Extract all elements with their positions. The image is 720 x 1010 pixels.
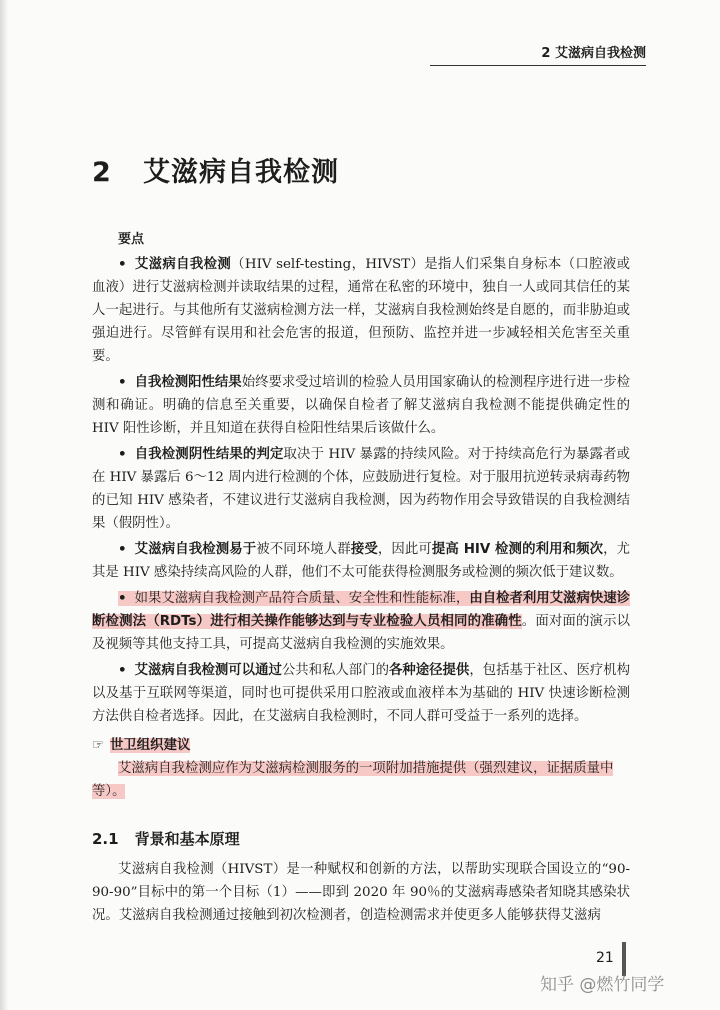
bullet-text: ，包括基于社区、医疗机构以及基于互联网等渠道，同时也可提供采用口腔液或血液样本为基础的 HIV 快速诊断检测方法供自检者选择。因此，在艾滋病自我检测时，不同人群可受益于一系列的选择。: [92, 663, 631, 724]
bullet-text: ，因此可: [377, 542, 432, 557]
bullet-dot: •: [118, 590, 127, 606]
bullet-text: （HIV self-testing，HIVST）是指人们采集自身标本（口腔液或血液）进行艾滋病检测并读取结果的过程，通常在私密的环境中，独自一人或同其信任的某人一起进行。与其他所有艾滋病检测方法一样，艾滋病自我检测始终是自愿的，而非胁迫或强迫进行。尽管鲜有误用和社会危害的报道，但预防、监控并进一步减轻相关危害至关重要。: [92, 257, 631, 364]
bullet-dot: •: [118, 374, 127, 390]
chapter-number: 2: [92, 157, 112, 188]
bullet-dot: •: [118, 541, 127, 557]
bullet-item: [92, 371, 630, 440]
bullet-text: 取决于 HIV 暴露的持续风险。对于持续高危行为暴露者或在 HIV 暴露后 6～12 周内进行检测的个体，应鼓励进行复检。对于服用抗逆转录病毒药物的已知 HIV 感染者，不建议进行艾滋病自我检测，因为药物作用会导致错误的自我检测结果（假阴性）。: [92, 447, 630, 531]
bullet-dot: •: [118, 662, 127, 678]
page-edge-shadow: [0, 0, 8, 1010]
section-title: [92, 828, 240, 849]
bullet-bold: 艾滋病自我检测: [134, 257, 232, 272]
section-name: 背景和基本原理: [134, 830, 240, 848]
bullet-item: [92, 538, 630, 584]
main-content: [92, 228, 630, 803]
bullet-bold: 自我检测阳性结果: [134, 375, 242, 390]
highlighted-bold-text: 由自检者利用艾滋病快速诊断检测法（RDTs）进行相关操作能够达到与专业检验人员相同的准确性: [92, 591, 631, 629]
who-recommendation-heading: [92, 734, 630, 757]
bullet-dot: •: [118, 256, 127, 272]
bullet-bold: 艾滋病自我检测易于: [134, 542, 257, 557]
bullet-bold: 提高 HIV 检测的利用和频次: [431, 542, 604, 557]
bullet-text: 公共和私人部门的: [281, 663, 389, 678]
watermark: 知乎 @燃竹同学: [540, 975, 665, 995]
bullet-text: 被不同环境人群: [256, 542, 351, 557]
pointing-hand-icon: ☞: [92, 738, 105, 753]
bullet-bold: 接受: [350, 542, 378, 557]
section-number: 2.1: [92, 830, 119, 848]
bullet-text: 。面对面的演示以及视频等其他支持工具，可提高艾滋病自我检测的实施效果。: [92, 614, 631, 652]
bullet-item-highlighted: [92, 587, 630, 656]
section-body: 艾滋病自我检测（HIVST）是一种赋权和创新的方法，以帮助实现联合国设立的“90-90-90”目标中的第一个目标（1）——即到 2020 年 90％的艾滋病毒感染者知晓其感染状况。艾滋病自我检测通过接触到初次检测者，创造检测需求并使更多人能够获得艾滋病: [92, 862, 630, 923]
running-head: 2 艾滋病自我检测: [430, 42, 646, 66]
bullet-text: ，尤其是 HIV 感染持续高风险的人群，他们不太可能获得检测服务或检测的频次低于建议数。: [92, 542, 631, 580]
chapter-name: 艾滋病自我检测: [143, 157, 339, 188]
bullet-bold: 自我检测阴性结果的判定: [134, 447, 284, 462]
bullet-dot: •: [118, 446, 127, 462]
bullet-item: [92, 659, 630, 728]
key-points-heading: 要点: [118, 232, 145, 247]
bullet-text: 始终要求受过培训的检验人员用国家确认的检测程序进行进一步检测和确证。明确的信息至关重要，以确保自检者了解艾滋病自我检测不能提供确定性的 HIV 阳性诊断，并且知道在获得自检阳性结果后该做什么。: [92, 375, 631, 436]
highlighted-text: 如果艾滋病自我检测产品符合质量、安全性和性能标准，: [134, 591, 470, 606]
who-heading-text: 世卫组织建议: [110, 738, 191, 753]
who-recommendation-text: [92, 757, 630, 803]
page-number: 21: [596, 950, 614, 966]
bullet-item: [92, 253, 630, 368]
bullet-bold: 艾滋病自我检测可以通过: [134, 663, 282, 678]
who-text-highlighted: 艾滋病自我检测应作为艾滋病检测服务的一项附加措施提供（强烈建议，证据质量中等）。: [92, 761, 614, 799]
bullet-item: [92, 443, 630, 535]
bullet-bold: 各种途径提供: [388, 663, 470, 678]
chapter-title: [92, 150, 339, 189]
